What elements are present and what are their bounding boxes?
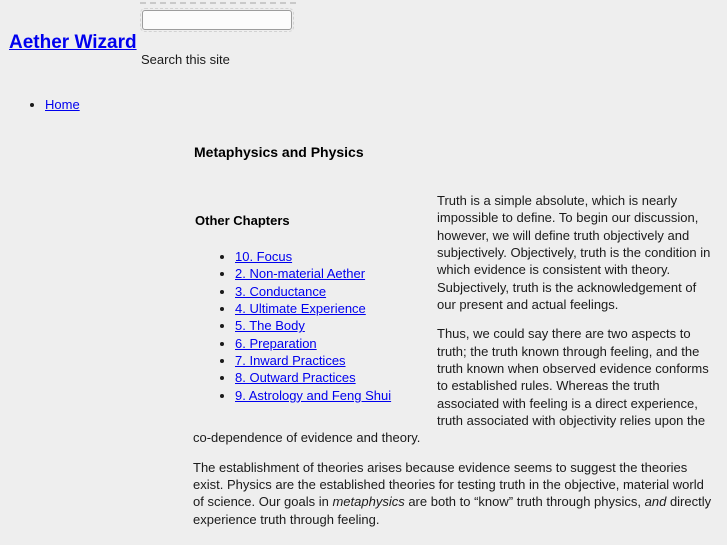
paragraph-theories-text: The establishment of theories arises because evidence seems to suggest the theories exist. Physics are the established theories for testing truth in the objective, material world of science. Our goals in [193, 459, 704, 510]
italic-and: and [644, 494, 667, 510]
chapter-link-preparation[interactable]: 6. Preparation [235, 335, 317, 351]
chapter-list-item [235, 248, 437, 265]
chapter-link-non-material-aether[interactable]: 2. Non-material Aether [235, 266, 366, 282]
chapter-link-ultimate-experience[interactable]: 4. Ultimate Experience [235, 300, 366, 316]
chapter-link-outward-practices[interactable]: 8. Outward Practices [235, 370, 356, 386]
italic-metaphysics: metaphysics [332, 494, 405, 510]
paragraph-two-aspects: Thus, we could say there are two aspects to truth; the truth known through feeling, and the truth known when observed evidence conforms to established rules. Whereas the truth associated with feeling is a direct experience, truth associated with objectivity relies upon the co-dependence of evidence and theory. [193, 326, 709, 446]
chapter-list-item [235, 369, 437, 386]
site-header [0, 0, 727, 90]
chapter-link-focus[interactable]: 10. Focus [235, 249, 293, 264]
chapter-link-astrology-feng-shui[interactable]: 9. Astrology and Feng Shui [235, 387, 392, 403]
chapter-list-item [235, 352, 437, 369]
chapter-list-item [235, 317, 437, 334]
page-title: Metaphysics and Physics [194, 144, 364, 160]
paragraph-truth-definition: Truth is a simple absolute, which is nearly impossible to define. To begin our discussion, however, we will define truth objectively and subjectively. Objectively, truth is the condition in which evidence is consistent with theory. Subjectively, truth is the acknowledgement of our present and actual feelings. [437, 193, 711, 312]
search-input[interactable] [142, 10, 292, 30]
chapter-link-the-body[interactable]: 5. The Body [235, 318, 305, 334]
nav-item-home [45, 97, 727, 113]
chapters-list [193, 248, 437, 404]
paragraph-theories [193, 459, 712, 528]
top-nav [0, 97, 727, 113]
site-title-link[interactable]: Aether Wizard [9, 32, 137, 53]
chapter-link-inward-practices[interactable]: 7. Inward Practices [235, 352, 346, 368]
chapter-list-item [235, 335, 437, 352]
chapters-heading: Other Chapters [195, 213, 290, 228]
paragraph-theories-text: are both to “know” truth through physics, [404, 494, 645, 510]
chapter-list-item [235, 387, 437, 404]
main-content [193, 144, 712, 528]
search-label: Search this site [141, 52, 230, 67]
paragraph-theories-text: directly experience truth through feeling. [193, 494, 712, 527]
chapter-list-item [235, 283, 437, 300]
clipped-element-edge [140, 2, 296, 4]
chapter-list-item [235, 265, 437, 282]
chapters-box [193, 161, 437, 417]
chapter-list-item [235, 300, 437, 317]
chapter-link-conductance[interactable]: 3. Conductance [235, 283, 327, 299]
home-link[interactable]: Home [45, 97, 80, 112]
